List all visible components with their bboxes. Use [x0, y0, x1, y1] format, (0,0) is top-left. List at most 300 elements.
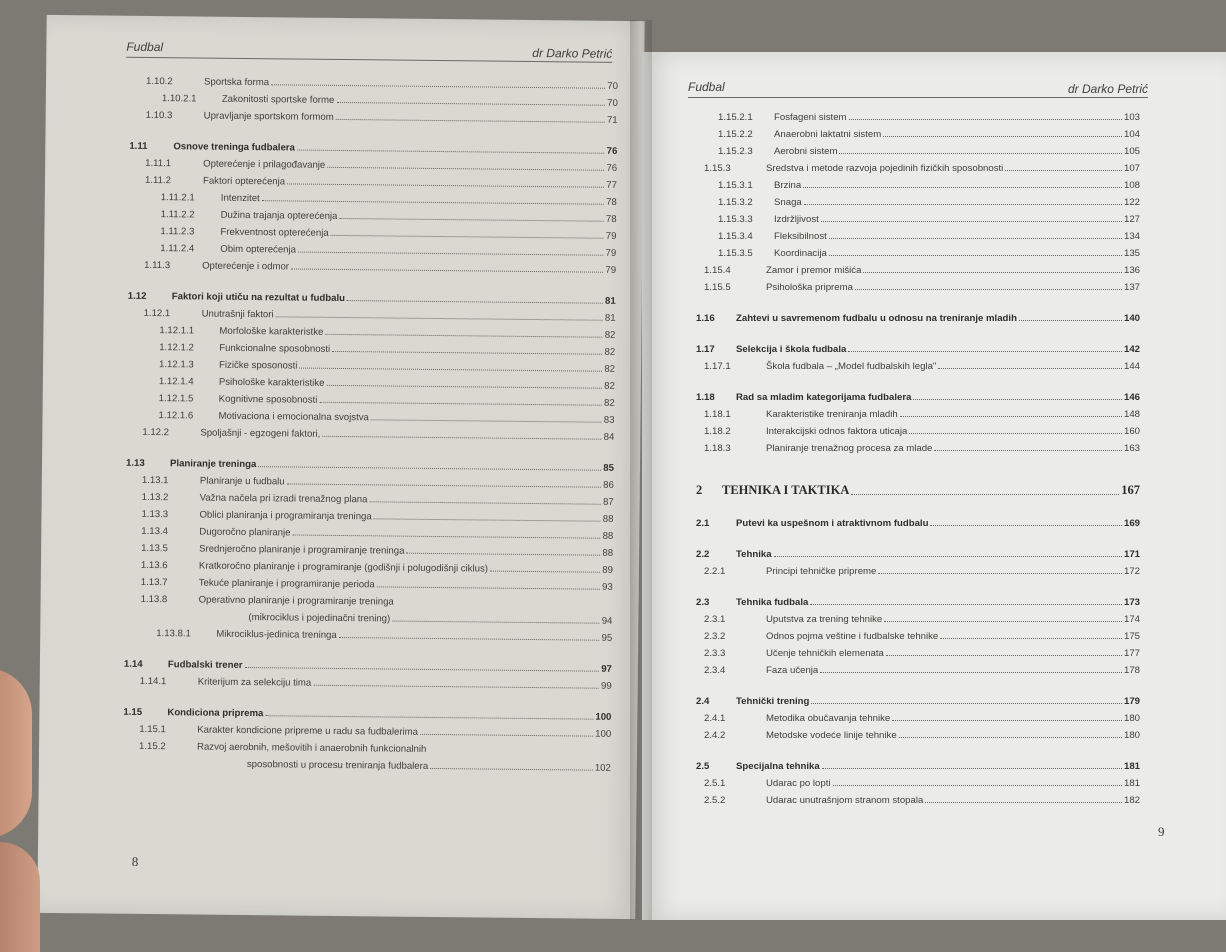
toc-leader-dots — [878, 573, 1122, 574]
toc-entry-number: 1.15.3 — [704, 163, 731, 174]
toc-leader-dots — [490, 571, 600, 573]
toc-entry-page: 86 — [603, 479, 614, 491]
toc-entry-page: 163 — [1123, 443, 1140, 454]
toc-entry-number: 1.13.2 — [141, 491, 169, 504]
toc-entry-title: Principi tehničke pripreme — [766, 566, 877, 577]
toc-entry-title: Planiranje treninga — [169, 458, 257, 471]
toc-leader-dots — [371, 419, 602, 422]
toc-entry-number: 1.13.3 — [141, 508, 169, 521]
toc-entry — [696, 386, 1140, 403]
toc-entry-number: 1.15.2.2 — [718, 129, 753, 140]
toc-leader-dots — [331, 235, 604, 239]
toc-leader-dots — [336, 119, 605, 123]
toc-entry-number: 1.12.2 — [142, 426, 170, 439]
toc-entry — [696, 420, 1140, 437]
toc-entry-title: Opterećenje i prilagođavanje — [203, 158, 326, 171]
toc-entry-number: 1.11.2 — [144, 174, 172, 187]
toc-entry-page: 99 — [600, 680, 612, 692]
toc-entry-title: Karakter kondicione pripreme u radu sa fudbalerima — [197, 724, 419, 738]
toc-entry — [696, 123, 1140, 140]
toc-entry-number: 1.15.3.5 — [718, 248, 753, 259]
toc-entry — [696, 560, 1140, 577]
toc-leader-dots — [821, 221, 1122, 222]
toc-entry-title: Faza učenja — [766, 665, 819, 676]
toc-entry-page: 77 — [606, 179, 618, 191]
toc-leader-dots — [820, 672, 1122, 673]
toc-entry-title: (mikrociklus i pojedinačni trening) — [248, 612, 391, 625]
header-title: Fudbal — [126, 39, 164, 55]
toc-entry — [696, 191, 1140, 208]
toc-entry-number: 1.13.4 — [141, 525, 169, 538]
toc-leader-dots — [855, 289, 1122, 290]
toc-entry-number: 2.2.1 — [704, 566, 726, 577]
toc-leader-dots — [829, 238, 1122, 239]
toc-entry-page: 104 — [1123, 129, 1140, 140]
toc-entry-number: 1.15.2.3 — [718, 146, 753, 157]
toc-entry-number: 2.3.1 — [704, 614, 726, 625]
toc-entry-page: 108 — [1123, 180, 1140, 191]
toc-entry-page: 160 — [1123, 426, 1140, 437]
toc-entry-page: 135 — [1123, 248, 1140, 259]
toc-entry-title: Tehnika fudbala — [736, 597, 809, 608]
page-number: 9 — [1158, 824, 1165, 839]
toc-leader-dots — [1005, 170, 1122, 171]
left-page — [37, 15, 644, 919]
toc-entry-title: Udarac po lopti — [766, 778, 831, 789]
toc-entry-number: 1.18.1 — [704, 409, 731, 420]
toc-entry-number: 1.17 — [696, 344, 715, 355]
right-toc — [696, 106, 1140, 806]
toc-leader-dots — [291, 268, 603, 272]
toc-entry-number: 1.15.2 — [139, 740, 166, 753]
toc-entry-title: Metodske vodeće linije tehnike — [766, 730, 897, 741]
toc-entry-title: Funkcionalne sposobnosti — [219, 342, 331, 355]
toc-entry-title: Zamor i premor mišića — [766, 265, 862, 276]
toc-entry — [696, 242, 1140, 259]
toc-entry-number: 1.17.1 — [704, 361, 731, 372]
toc-entry-title: Učenje tehničkih elemenata — [766, 648, 884, 659]
toc-entry — [696, 755, 1140, 772]
toc-leader-dots — [886, 655, 1122, 656]
toc-entry-page: 78 — [605, 213, 617, 225]
toc-leader-dots — [319, 402, 602, 406]
header-title: Fudbal — [688, 80, 725, 94]
toc-entry-number: 1.15.3.2 — [718, 197, 753, 208]
toc-entry-title: Planiranje u fudbalu — [199, 475, 285, 488]
toc-leader-dots — [392, 621, 599, 624]
toc-entry — [696, 690, 1140, 707]
toc-leader-dots — [848, 351, 1122, 352]
toc-leader-dots — [811, 703, 1122, 704]
toc-leader-dots — [313, 685, 599, 689]
toc-entry-number: 1.13 — [125, 457, 145, 469]
toc-entry-page: 180 — [1123, 713, 1140, 724]
toc-entry-title: Psihološka priprema — [766, 282, 853, 293]
toc-entry — [696, 140, 1140, 157]
toc-entry-title: Škola fudbala – „Model fudbalskih legla" — [766, 361, 937, 372]
toc-entry-number: 1.11.2.1 — [160, 192, 195, 204]
toc-entry-page: 78 — [606, 196, 617, 208]
toc-entry-page: 76 — [606, 145, 618, 157]
toc-leader-dots — [804, 204, 1122, 205]
toc-entry-title: Faktori koji utiču na rezultat u fudbalu — [171, 291, 346, 305]
toc-entry-number: 1.15.1 — [139, 723, 166, 736]
toc-entry-title: Kriterijum za selekciju tima — [197, 676, 312, 689]
toc-entry-page: 81 — [605, 295, 616, 307]
toc-entry-number: 2.3.2 — [704, 631, 726, 642]
toc-entry-title: Frekventnost opterećenja — [220, 226, 329, 239]
toc-leader-dots — [863, 272, 1122, 273]
toc-entry-number: 1.18.3 — [704, 443, 731, 454]
toc-entry-page: 181 — [1123, 761, 1140, 772]
toc-entry-title: Snaga — [774, 197, 802, 208]
toc-entry-number: 1.13.1 — [141, 474, 169, 487]
toc-entry-number: 1.12.1.4 — [158, 376, 194, 388]
toc-leader-dots — [884, 621, 1122, 622]
toc-entry-number: 2.3.3 — [704, 648, 726, 659]
toc-entry-title: Uputstva za trening tehnike — [766, 614, 883, 625]
toc-leader-dots — [822, 768, 1122, 769]
toc-entry-number: 1.12.1.5 — [158, 393, 194, 405]
toc-entry — [696, 403, 1140, 420]
toc-entry-page: 97 — [601, 663, 612, 675]
toc-entry-page: 79 — [605, 230, 617, 242]
toc-entry — [696, 338, 1140, 355]
page-number: 8 — [131, 853, 139, 869]
toc-entry-title: Morfološke karakteristke — [219, 325, 324, 338]
toc-entry-number: 1.11.2.2 — [160, 209, 195, 221]
toc-entry-number: 1.13.7 — [140, 576, 168, 589]
toc-entry-number: 1.10.2 — [145, 75, 173, 88]
toc-entry-title: Fudbalski trener — [167, 659, 243, 671]
toc-leader-dots — [934, 450, 1122, 451]
toc-entry-number: 1.15.5 — [704, 282, 731, 293]
toc-entry — [696, 772, 1140, 789]
toc-entry-title: Kognitivne sposobnosti — [218, 393, 318, 406]
toc-entry-title: Tehnički trening — [736, 696, 810, 707]
toc-entry-page: 102 — [594, 762, 611, 774]
toc-entry-page: 175 — [1123, 631, 1140, 642]
toc-entry — [696, 789, 1140, 806]
toc-entry-title: Kondiciona priprema — [167, 707, 264, 720]
toc-entry-page: 88 — [602, 547, 614, 559]
toc-entry-number: 2.1 — [696, 518, 710, 529]
toc-entry — [696, 437, 1140, 454]
toc-entry-title: Opterećenje i odmor — [202, 260, 290, 273]
toc-entry-number: 2.2 — [696, 549, 710, 560]
toc-leader-dots — [1019, 320, 1122, 321]
toc-leader-dots — [347, 300, 603, 304]
toc-leader-dots — [883, 136, 1122, 137]
toc-leader-dots — [369, 501, 600, 504]
toc-entry-title: Odnos pojma veštine i fudbalske tehnike — [766, 631, 939, 642]
toc-entry-number: 1.11.1 — [145, 157, 172, 170]
toc-entry-number: 1.18.2 — [704, 426, 731, 437]
toc-entry — [696, 355, 1140, 372]
toc-entry-title: Razvoj aerobnih, mešovitih i anaerobnih funkcionalnih — [197, 741, 427, 755]
toc-entry-title: Važna načela pri izradi trenažnog plana — [199, 492, 368, 506]
toc-entry-page: 79 — [605, 264, 617, 276]
toc-entry-page: 87 — [602, 496, 614, 508]
toc-entry-page: 179 — [1123, 696, 1140, 707]
toc-entry-number: 1.11.2.3 — [160, 226, 195, 238]
header-author: dr Darko Petrić — [532, 45, 613, 61]
toc-leader-dots — [339, 637, 600, 641]
toc-leader-dots — [938, 368, 1122, 369]
toc-entry — [696, 208, 1140, 225]
toc-entry-number: 1.12.1.3 — [159, 359, 194, 371]
toc-entry-title: Zakonitosti sportske forme — [221, 93, 335, 106]
toc-entry-page: 89 — [602, 564, 613, 576]
toc-entry-title: Kratkoročno planiranje i programiranje (godišnji i polugodišnji ciklus) — [198, 560, 489, 575]
toc-entry — [696, 543, 1140, 560]
toc-entry-page: 82 — [604, 380, 615, 392]
toc-entry-number: 1.15.4 — [704, 265, 731, 276]
toc-entry-page: 76 — [606, 162, 618, 174]
toc-entry-page: 182 — [1123, 795, 1140, 806]
toc-entry-number: 1.15.3.3 — [718, 214, 753, 225]
toc-entry-number: 2.5 — [696, 761, 710, 772]
toc-entry-page: 122 — [1123, 197, 1140, 208]
toc-entry-page: 82 — [604, 329, 616, 341]
toc-entry-page: 169 — [1123, 518, 1140, 529]
toc-entry-number: 1.16 — [696, 313, 715, 324]
toc-leader-dots — [810, 604, 1122, 605]
toc-leader-dots — [374, 518, 601, 521]
toc-entry-page: 85 — [603, 462, 615, 474]
toc-entry-page: 84 — [603, 431, 615, 443]
toc-entry-title: TEHNIKA I TAKTIKA — [722, 483, 850, 497]
toc-leader-dots — [900, 416, 1122, 417]
toc-entry-page: 103 — [1123, 112, 1140, 123]
toc-entry-number: 1.13.6 — [140, 559, 168, 572]
toc-entry — [696, 106, 1140, 123]
toc-entry-number: 2.3 — [696, 597, 710, 608]
toc-entry-title: Srednjeročno planiranje i programiranje treninga — [199, 543, 405, 557]
toc-entry-page: 81 — [604, 312, 616, 324]
toc-entry-title: Aerobni sistem — [774, 146, 838, 157]
toc-entry-page: 70 — [607, 97, 618, 109]
toc-leader-dots — [940, 638, 1122, 639]
toc-entry-number: 1.11 — [129, 140, 148, 152]
toc-entry-number: 1.12.1.1 — [159, 325, 195, 337]
header-author: dr Darko Petrić — [1067, 82, 1148, 96]
toc-entry-title: sposobnosti u procesu treniranja fudbalera — [246, 759, 429, 772]
toc-entry-number: 1.14 — [123, 658, 143, 670]
toc-entry-number: 2.3.4 — [704, 665, 726, 676]
toc-entry-page: 171 — [1123, 549, 1140, 560]
toc-entry-page: 93 — [602, 581, 613, 593]
toc-entry — [696, 476, 1140, 498]
toc-entry-page: 177 — [1123, 648, 1140, 659]
right-page-header — [688, 80, 1148, 98]
toc-leader-dots — [803, 187, 1122, 188]
toc-entry-number: 2.5.1 — [704, 778, 726, 789]
toc-leader-dots — [336, 102, 605, 106]
toc-entry-number: 2.4 — [696, 696, 710, 707]
toc-leader-dots — [849, 119, 1122, 120]
toc-entry-page: 70 — [607, 80, 619, 92]
toc-entry-number: 1.15.2.1 — [718, 112, 753, 123]
toc-entry-number: 1.13.5 — [141, 542, 168, 555]
toc-entry-title: Osnove treninga fudbalera — [173, 141, 295, 154]
toc-entry-page: 105 — [1123, 146, 1140, 157]
toc-entry-title: Spoljašnji - egzogeni faktori, — [200, 427, 321, 440]
toc-leader-dots — [430, 768, 593, 771]
toc-entry-page: 140 — [1123, 313, 1140, 324]
toc-entry-title: Sredstva i metode razvoja pojedinih fizičkih sposobnosti — [766, 163, 1004, 174]
toc-entry — [696, 307, 1140, 324]
toc-entry-page: 142 — [1123, 344, 1140, 355]
toc-entry-page: 146 — [1123, 392, 1140, 403]
toc-entry-page: 82 — [604, 363, 616, 375]
toc-entry-number: 2.4.2 — [704, 730, 726, 741]
toc-entry-number: 1.12.1 — [143, 307, 171, 320]
toc-entry-title: Rad sa mladim kategorijama fudbalera — [736, 392, 912, 403]
toc-entry-page: 100 — [595, 711, 612, 723]
toc-entry-title: Fizičke sposonosti — [219, 359, 298, 372]
toc-leader-dots — [839, 153, 1122, 154]
toc-entry — [696, 512, 1140, 529]
left-page-header — [126, 40, 612, 63]
toc-leader-dots — [851, 494, 1119, 495]
toc-entry — [696, 259, 1140, 276]
toc-entry-page: 178 — [1123, 665, 1140, 676]
toc-entry-page: 127 — [1123, 214, 1140, 225]
thumb — [0, 668, 32, 838]
toc-leader-dots — [420, 734, 593, 737]
toc-entry-title: Selekcija i škola fudbala — [736, 344, 847, 355]
toc-entry-title: Interakcijski odnos faktora uticaja — [766, 426, 908, 437]
toc-entry-title: Izdržljivost — [774, 214, 819, 225]
toc-entry-number: 1.14.1 — [139, 675, 167, 688]
toc-leader-dots — [899, 737, 1122, 738]
toc-entry-page: 172 — [1123, 566, 1140, 577]
toc-entry-number: 2.5.2 — [704, 795, 726, 806]
toc-entry-page: 71 — [606, 114, 618, 126]
toc-entry-title: Obim opterećenja — [220, 243, 297, 256]
toc-entry-title: Sportska forma — [203, 76, 270, 89]
toc-entry — [696, 707, 1140, 724]
toc-entry-page: 174 — [1123, 614, 1140, 625]
toc-entry-page: 107 — [1123, 163, 1140, 174]
toc-entry-page: 79 — [605, 247, 617, 259]
toc-entry-number: 2.4.1 — [704, 713, 726, 724]
toc-entry-number: 1.15.3.1 — [718, 180, 753, 191]
toc-entry-number: 1.15.3.4 — [718, 231, 753, 242]
toc-entry — [696, 625, 1140, 642]
toc-entry-page: 144 — [1123, 361, 1140, 372]
toc-entry-title: Psihološke karakteristike — [218, 376, 325, 389]
toc-entry-title: Udarac unutrašnjom stranom stopala — [766, 795, 924, 806]
toc-entry-page: 148 — [1123, 409, 1140, 420]
toc-entry-number: 1.13.8 — [140, 593, 168, 606]
toc-entry-title: Koordinacija — [774, 248, 827, 259]
toc-entry-title: Mikrociklus-jedinica treninga — [216, 628, 337, 641]
toc-leader-dots — [909, 433, 1122, 434]
toc-entry-number: 1.10.3 — [145, 109, 173, 122]
toc-entry — [696, 608, 1140, 625]
toc-entry-page: 136 — [1123, 265, 1140, 276]
toc-entry — [696, 724, 1140, 741]
toc-leader-dots — [332, 351, 602, 355]
toc-entry-number: 1.10.2.1 — [161, 93, 197, 105]
toc-entry-title: Brzina — [774, 180, 802, 191]
toc-entry-page: 82 — [604, 346, 616, 358]
toc-entry-page: 137 — [1123, 282, 1140, 293]
toc-entry — [696, 174, 1140, 191]
toc-leader-dots — [325, 334, 602, 338]
toc-entry-page: 88 — [602, 513, 614, 525]
toc-leader-dots — [829, 255, 1122, 256]
toc-entry-title: Tehnika — [736, 549, 772, 560]
toc-entry-title: Motivaciona i emocionalna svojstva — [218, 410, 369, 424]
toc-leader-dots — [925, 802, 1122, 803]
toc-entry-page: 94 — [601, 615, 613, 627]
toc-entry-title: Faktori opterećenja — [202, 175, 286, 188]
toc-entry-title: Fleksibilnost — [774, 231, 827, 242]
toc-entry-page: 83 — [603, 414, 615, 426]
toc-entry-page: 134 — [1123, 231, 1140, 242]
toc-entry-title: Putevi ka uspešnom i atraktivnom fudbalu — [736, 518, 929, 529]
toc-entry — [696, 642, 1140, 659]
book-gutter — [630, 20, 652, 920]
toc-entry-page: 95 — [601, 632, 613, 644]
toc-entry-title: Tekuće planiranje i programiranje perioda — [198, 577, 375, 591]
toc-entry-title: Karakteristike treniranja mladih — [766, 409, 898, 420]
toc-leader-dots — [339, 218, 604, 222]
toc-entry-page: 82 — [603, 397, 615, 409]
toc-entry-number: 1.12 — [127, 290, 147, 302]
toc-leader-dots — [322, 436, 601, 440]
toc-leader-dots — [892, 720, 1122, 721]
toc-entry — [696, 157, 1140, 174]
toc-entry-title: Planiranje trenažnog procesa za mlade — [766, 443, 933, 454]
toc-entry-title: Upravljanje sportskom formom — [203, 110, 334, 123]
toc-entry-title: Operativno planiranje i programiranje treninga — [198, 594, 394, 608]
left-toc — [123, 70, 618, 774]
toc-entry-title: Specijalna tehnika — [736, 761, 820, 772]
toc-leader-dots — [377, 586, 600, 589]
toc-entry-page: 181 — [1123, 778, 1140, 789]
toc-entry-number: 2 — [696, 483, 703, 497]
toc-leader-dots — [774, 556, 1122, 557]
toc-entry-number: 1.13.8.1 — [156, 628, 191, 640]
toc-leader-dots — [913, 399, 1122, 400]
toc-entry — [696, 276, 1140, 293]
toc-entry-number: 1.11.3 — [144, 259, 171, 272]
right-page — [642, 52, 1226, 920]
toc-entry-title: Zahtevi u savremenom fudbalu u odnosu na treniranje mladih — [736, 313, 1017, 324]
toc-entry-title: Fosfageni sistem — [774, 112, 847, 123]
toc-entry-title: Dužina trajanja opterećenja — [220, 209, 338, 222]
toc-entry-number: 1.11.2.4 — [160, 243, 195, 255]
toc-entry-title: Intenzitet — [220, 192, 260, 205]
toc-entry-title: Dugoročno planiranje — [199, 526, 291, 539]
toc-entry — [696, 591, 1140, 608]
toc-entry-title: Anaerobni laktatni sistem — [774, 129, 882, 140]
toc-leader-dots — [930, 525, 1122, 526]
toc-entry-page: 88 — [602, 530, 614, 542]
toc-entry-page: 167 — [1121, 483, 1140, 497]
toc-entry-number: 1.18 — [696, 392, 715, 403]
toc-entry-title: Metodika obučavanja tehnike — [766, 713, 891, 724]
toc-leader-dots — [406, 553, 600, 556]
toc-entry-number: 1.15 — [123, 706, 143, 718]
toc-entry-page: 100 — [595, 728, 612, 740]
toc-entry — [696, 225, 1140, 242]
toc-entry-page: 180 — [1123, 730, 1140, 741]
